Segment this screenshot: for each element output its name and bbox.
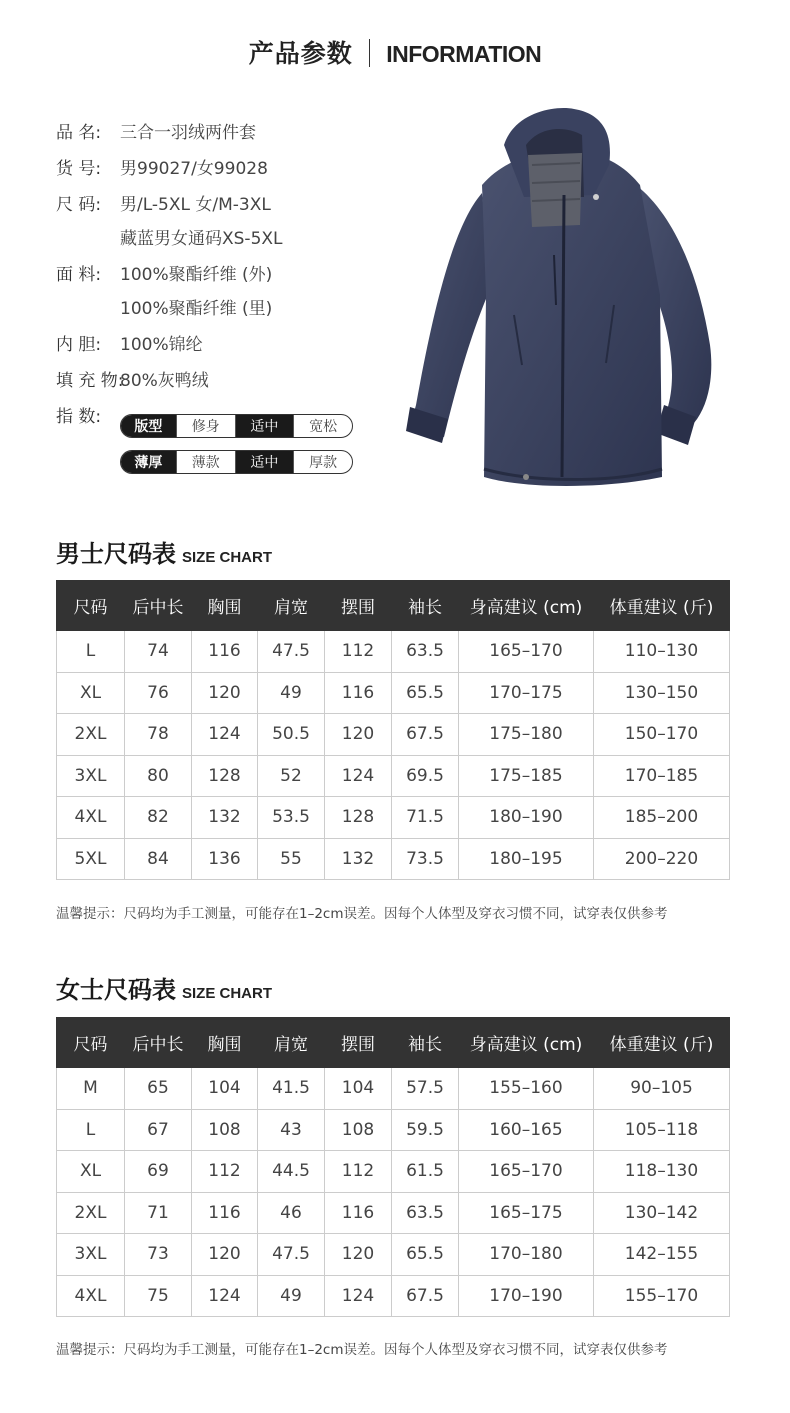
measurement-cell: 67.5: [392, 714, 459, 756]
info-value: 100%锦纶: [120, 335, 203, 355]
fit-index: [120, 414, 353, 438]
info-label: 内 胆:: [56, 335, 102, 355]
measurement-cell: 76: [125, 672, 192, 714]
column-header: 摆围: [325, 581, 392, 631]
measurement-cell: 49: [258, 672, 325, 714]
measurement-cell: 69: [125, 1151, 192, 1193]
info-row-lining: [56, 330, 386, 366]
table-row: [57, 1275, 730, 1317]
measurement-cell: 170–185: [594, 755, 730, 797]
info-row-fabric: [56, 260, 386, 330]
measurement-cell: 124: [325, 755, 392, 797]
info-label: 填 充 物:: [56, 371, 124, 391]
info-label: 指 数:: [56, 407, 102, 427]
measurement-cell: 105–118: [594, 1109, 730, 1151]
size-cell: 4XL: [57, 797, 125, 839]
measurement-cell: 120: [192, 1234, 258, 1276]
fit-option-selected: 适中: [236, 415, 295, 437]
measurement-cell: 52: [258, 755, 325, 797]
measurement-cell: 155–160: [459, 1068, 594, 1110]
measurement-cell: 128: [192, 755, 258, 797]
table-row: [57, 1151, 730, 1193]
column-header: 袖长: [392, 1018, 459, 1068]
measurement-cell: 150–170: [594, 714, 730, 756]
table-row: [57, 672, 730, 714]
thickness-option: 厚款: [309, 455, 338, 471]
measurement-cell: 155–170: [594, 1275, 730, 1317]
measurement-cell: 175–185: [459, 755, 594, 797]
size-cell: 4XL: [57, 1275, 125, 1317]
thickness-option: 薄款: [177, 451, 236, 473]
measurement-cell: 80: [125, 755, 192, 797]
measurement-cell: 128: [325, 797, 392, 839]
measurement-cell: 55: [258, 838, 325, 880]
column-header: 肩宽: [258, 581, 325, 631]
measurement-cell: 46: [258, 1192, 325, 1234]
measurement-cell: 104: [192, 1068, 258, 1110]
measurement-cell: 170–190: [459, 1275, 594, 1317]
men-chart-title: [56, 534, 272, 569]
size-cell: L: [57, 1109, 125, 1151]
measurement-cell: 160–165: [459, 1109, 594, 1151]
size-cell: XL: [57, 1151, 125, 1193]
info-label: 品 名:: [56, 123, 102, 143]
measurement-cell: 132: [192, 797, 258, 839]
column-header: 肩宽: [258, 1018, 325, 1068]
column-header: 胸围: [192, 581, 258, 631]
measurement-cell: 67: [125, 1109, 192, 1151]
measurement-cell: 53.5: [258, 797, 325, 839]
men-size-note: 温馨提示：尺码均为手工测量，可能存在1–2cm误差。因每个人体型及穿衣习惯不同，试穿表仅供参考: [56, 906, 668, 922]
info-value: 100%聚酯纤维 (外): [120, 265, 273, 285]
table-row: [57, 631, 730, 673]
page-header: [0, 34, 790, 70]
table-header-row: [57, 1018, 730, 1068]
fit-index-category: 版型: [121, 415, 177, 437]
info-row-name: [56, 118, 386, 154]
thickness-option-selected: 适中: [236, 451, 295, 473]
column-header: 身高建议 (cm): [459, 1018, 594, 1068]
measurement-cell: 180–195: [459, 838, 594, 880]
size-cell: 3XL: [57, 755, 125, 797]
info-row-filling: [56, 366, 386, 402]
measurement-cell: 165–175: [459, 1192, 594, 1234]
size-cell: 2XL: [57, 1192, 125, 1234]
measurement-cell: 44.5: [258, 1151, 325, 1193]
measurement-cell: 200–220: [594, 838, 730, 880]
measurement-cell: 116: [325, 1192, 392, 1234]
table-row: [57, 1109, 730, 1151]
column-header: 身高建议 (cm): [459, 581, 594, 631]
measurement-cell: 71: [125, 1192, 192, 1234]
measurement-cell: 124: [192, 1275, 258, 1317]
table-row: [57, 797, 730, 839]
table-row: [57, 838, 730, 880]
measurement-cell: 65: [125, 1068, 192, 1110]
size-cell: XL: [57, 672, 125, 714]
table-row: [57, 714, 730, 756]
measurement-cell: 61.5: [392, 1151, 459, 1193]
size-cell: M: [57, 1068, 125, 1110]
product-info: [56, 118, 386, 438]
measurement-cell: 116: [192, 631, 258, 673]
column-header: 体重建议 (斤): [594, 581, 730, 631]
size-cell: 3XL: [57, 1234, 125, 1276]
column-header: 后中长: [125, 581, 192, 631]
title-en: INFORMATION: [386, 41, 542, 67]
women-title-en: SIZE CHART: [182, 985, 272, 1002]
measurement-cell: 165–170: [459, 1151, 594, 1193]
measurement-cell: 67.5: [392, 1275, 459, 1317]
measurement-cell: 112: [325, 631, 392, 673]
measurement-cell: 142–155: [594, 1234, 730, 1276]
measurement-cell: 75: [125, 1275, 192, 1317]
measurement-cell: 63.5: [392, 1192, 459, 1234]
measurement-cell: 175–180: [459, 714, 594, 756]
measurement-cell: 59.5: [392, 1109, 459, 1151]
column-header: 体重建议 (斤): [594, 1018, 730, 1068]
measurement-cell: 180–190: [459, 797, 594, 839]
size-cell: L: [57, 631, 125, 673]
info-label: 尺 码:: [56, 195, 102, 215]
measurement-cell: 69.5: [392, 755, 459, 797]
measurement-cell: 90–105: [594, 1068, 730, 1110]
men-title-cn: 男士尺码表: [56, 540, 176, 568]
measurement-cell: 120: [325, 1234, 392, 1276]
column-header: 尺码: [57, 581, 125, 631]
size-cell: 2XL: [57, 714, 125, 756]
measurement-cell: 116: [192, 1192, 258, 1234]
measurement-cell: 130–150: [594, 672, 730, 714]
measurement-cell: 108: [192, 1109, 258, 1151]
info-value: 100%聚酯纤维 (里): [120, 299, 273, 319]
measurement-cell: 104: [325, 1068, 392, 1110]
measurement-cell: 124: [192, 714, 258, 756]
thickness-index-category: 薄厚: [121, 451, 177, 473]
measurement-cell: 63.5: [392, 631, 459, 673]
measurement-cell: 112: [325, 1151, 392, 1193]
measurement-cell: 78: [125, 714, 192, 756]
table-header-row: [57, 581, 730, 631]
fit-option: 宽松: [309, 419, 338, 435]
measurement-cell: 132: [325, 838, 392, 880]
women-size-table: [56, 1017, 730, 1317]
table-row: [57, 1068, 730, 1110]
measurement-cell: 73: [125, 1234, 192, 1276]
measurement-cell: 136: [192, 838, 258, 880]
measurement-cell: 165–170: [459, 631, 594, 673]
men-size-table: [56, 580, 730, 880]
info-value: 三合一羽绒两件套: [120, 123, 256, 143]
measurement-cell: 124: [325, 1275, 392, 1317]
table-row: [57, 1192, 730, 1234]
measurement-cell: 170–180: [459, 1234, 594, 1276]
women-size-note: 温馨提示：尺码均为手工测量，可能存在1–2cm误差。因每个人体型及穿衣习惯不同，试穿表仅供参考: [56, 1342, 668, 1358]
measurement-cell: 43: [258, 1109, 325, 1151]
measurement-cell: 50.5: [258, 714, 325, 756]
measurement-cell: 65.5: [392, 672, 459, 714]
table-row: [57, 1234, 730, 1276]
measurement-cell: 170–175: [459, 672, 594, 714]
title-cn: 产品参数: [248, 39, 353, 68]
measurement-cell: 130–142: [594, 1192, 730, 1234]
info-label: 面 料:: [56, 265, 102, 285]
column-header: 袖长: [392, 581, 459, 631]
measurement-cell: 116: [325, 672, 392, 714]
size-cell: 5XL: [57, 838, 125, 880]
column-header: 摆围: [325, 1018, 392, 1068]
info-row-size: [56, 190, 386, 260]
info-label: 货 号:: [56, 159, 102, 179]
column-header: 后中长: [125, 1018, 192, 1068]
men-title-en: SIZE CHART: [182, 549, 272, 566]
measurement-cell: 47.5: [258, 1234, 325, 1276]
info-value: 80%灰鸭绒: [120, 371, 209, 391]
measurement-cell: 71.5: [392, 797, 459, 839]
info-value: 藏蓝男女通码XS-5XL: [120, 229, 283, 249]
measurement-cell: 120: [192, 672, 258, 714]
table-row: [57, 755, 730, 797]
measurement-cell: 73.5: [392, 838, 459, 880]
measurement-cell: 47.5: [258, 631, 325, 673]
measurement-cell: 49: [258, 1275, 325, 1317]
info-value: 男99027/女99028: [120, 159, 268, 179]
title-divider: [369, 39, 371, 67]
column-header: 尺码: [57, 1018, 125, 1068]
measurement-cell: 65.5: [392, 1234, 459, 1276]
measurement-cell: 185–200: [594, 797, 730, 839]
jacket-product-image: [404, 105, 720, 490]
measurement-cell: 112: [192, 1151, 258, 1193]
info-value: 男/L-5XL 女/M-3XL: [120, 195, 271, 215]
measurement-cell: 108: [325, 1109, 392, 1151]
measurement-cell: 74: [125, 631, 192, 673]
measurement-cell: 82: [125, 797, 192, 839]
fit-option: 修身: [177, 415, 236, 437]
measurement-cell: 57.5: [392, 1068, 459, 1110]
measurement-cell: 41.5: [258, 1068, 325, 1110]
info-row-code: [56, 154, 386, 190]
thickness-index: [120, 450, 353, 474]
measurement-cell: 120: [325, 714, 392, 756]
column-header: 胸围: [192, 1018, 258, 1068]
women-title-cn: 女士尺码表: [56, 976, 176, 1004]
measurement-cell: 118–130: [594, 1151, 730, 1193]
women-chart-title: [56, 970, 272, 1005]
measurement-cell: 84: [125, 838, 192, 880]
measurement-cell: 110–130: [594, 631, 730, 673]
